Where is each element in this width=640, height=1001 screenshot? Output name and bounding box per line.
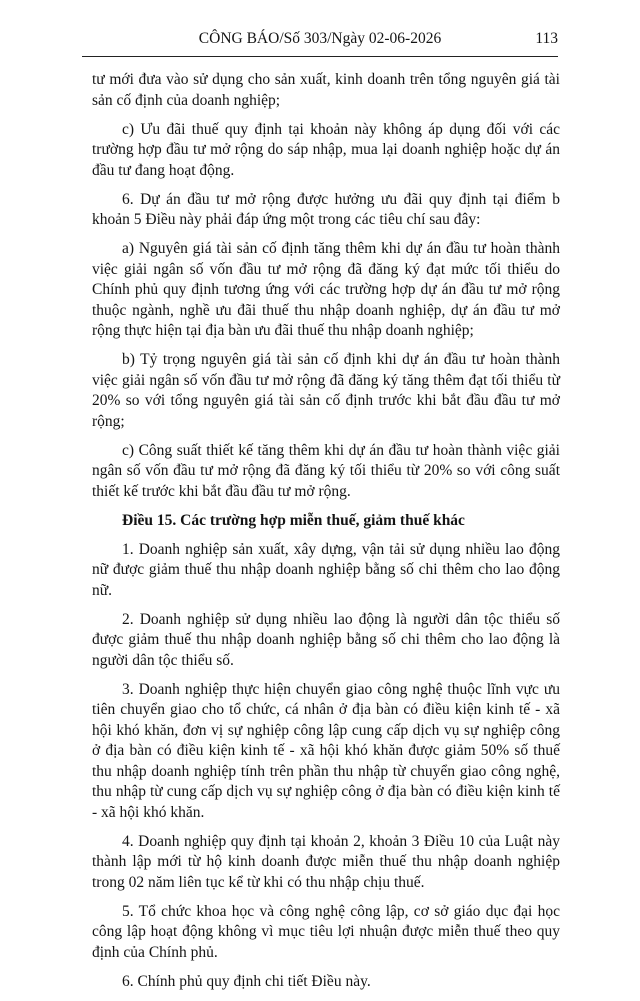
- page-header: [82, 30, 558, 57]
- paragraph-clause-c: c) Ưu đãi thuế quy định tại khoản này không áp dụng đối với các trường hợp đầu tư mở rộng do sáp nhập, mua lại doanh nghiệp hoặc dự án đầu tư đang hoạt động.: [92, 120, 560, 179]
- paragraph-clause-3: 3. Doanh nghiệp thực hiện chuyển giao công nghệ thuộc lĩnh vực ưu tiên chuyển giao cho tổ chức, cá nhân ở địa bàn có điều kiện kinh tế - xã hội khó khăn, đơn vị sự nghiệp công lập cung cấp dịch vụ sự nghiệp công ở địa bàn có điều kiện kinh tế - xã hội khó khăn được giảm 50% số thuế thu nhập doanh nghiệp tính trên phần thu nhập từ chuyển giao công nghệ, thu nhập từ cung cấp dịch vụ sự nghiệp công ở địa bàn có điều kiện kinh tế - xã hội khó khăn.: [92, 680, 560, 821]
- paragraph-clause-4: 4. Doanh nghiệp quy định tại khoản 2, khoản 3 Điều 10 của Luật này thành lập mới từ hộ kinh doanh được miễn thuế thu nhập doanh nghiệp trong 02 năm liên tục kể từ khi có thu nhập chịu thuế.: [92, 832, 560, 891]
- article-heading: Điều 15. Các trường hợp miễn thuế, giảm thuế khác: [122, 511, 465, 529]
- paragraph-criterion-b: b) Tỷ trọng nguyên giá tài sản cố định khi dự án đầu tư hoàn thành việc giải ngân số vốn đầu tư mở rộng đã đăng ký tăng thêm đạt tối thiểu từ 20% so với tổng nguyên giá tài sản cố định trước khi bắt đầu đầu tư mở rộng;: [92, 351, 560, 430]
- paragraph-clause-2: 2. Doanh nghiệp sử dụng nhiều lao động là người dân tộc thiểu số được giảm thuế thu nhập doanh nghiệp bằng số chi thêm cho lao động là người dân tộc thiểu số.: [92, 610, 560, 669]
- gazette-title: CÔNG BÁO/Số 303/Ngày 02-06-2026: [198, 30, 442, 47]
- paragraph-item-6: 6. Dự án đầu tư mở rộng được hưởng ưu đãi quy định tại điểm b khoản 5 Điều này phải đáp ứng một trong các tiêu chí sau đây:: [92, 190, 560, 228]
- paragraph-criterion-a: a) Nguyên giá tài sản cố định tăng thêm khi dự án đầu tư hoàn thành việc giải ngân số vốn đầu tư mở rộng đã đăng ký đạt mức tối thiểu do Chính phủ quy định tương ứng với các trường hợp dự án đầu tư mở rộng thuộc ngành, nghề ưu đãi thuế thu nhập doanh nghiệp, dự án đầu tư mở rộng thực hiện tại địa bàn ưu đãi thuế thu nhập doanh nghiệp;: [92, 240, 560, 339]
- paragraph-continuation: tư mới đưa vào sử dụng cho sản xuất, kinh doanh trên tổng nguyên giá tài sản cố định của doanh nghiệp;: [92, 71, 560, 109]
- document-body: [92, 70, 560, 1001]
- paragraph-criterion-c: c) Công suất thiết kế tăng thêm khi dự án đầu tư hoàn thành việc giải ngân số vốn đầu tư mở rộng đã đăng ký tối thiểu từ 20% so với công suất thiết kế trước khi bắt đầu đầu tư mở rộng.: [92, 441, 560, 500]
- paragraph-clause-1: 1. Doanh nghiệp sản xuất, xây dựng, vận tải sử dụng nhiều lao động nữ được giảm thuế thu nhập doanh nghiệp bằng số chi thêm cho lao động nữ.: [92, 540, 560, 599]
- paragraph-clause-5: 5. Tổ chức khoa học và công nghệ công lập, cơ sở giáo dục đại học công lập hoạt động không vì mục tiêu lợi nhuận được miễn thuế theo quy định của Chính phủ.: [92, 902, 560, 961]
- page-number: 113: [535, 30, 558, 47]
- paragraph-clause-6: 6. Chính phủ quy định chi tiết Điều này.: [122, 972, 371, 990]
